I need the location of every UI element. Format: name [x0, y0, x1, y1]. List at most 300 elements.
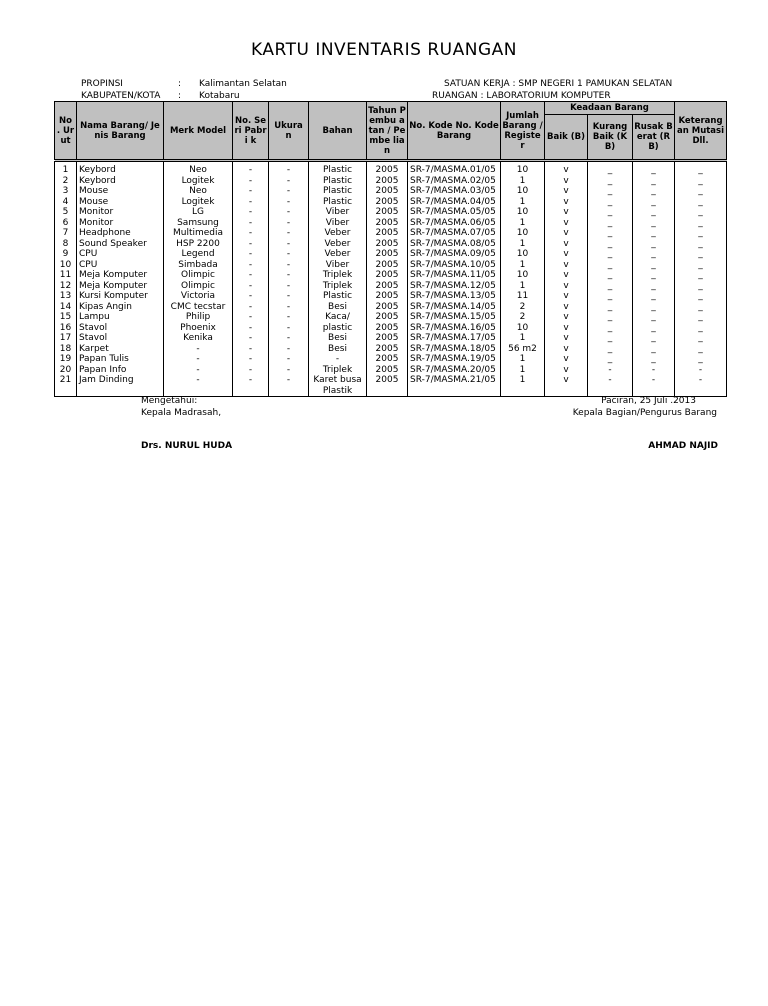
cell-kode: SR-7/MASMA.21/05 — [408, 375, 501, 386]
cell-ket: _ — [675, 291, 727, 302]
cell-seri: - — [233, 302, 269, 313]
cell-no: 17 — [55, 333, 77, 344]
cell-tahun: 2005 — [367, 186, 408, 197]
cell-rb: _ — [633, 344, 675, 355]
cell-rb: _ — [633, 197, 675, 208]
cell-merk: Neo — [164, 161, 233, 176]
cell-bahan: plastic — [309, 323, 367, 334]
cell-no: 10 — [55, 260, 77, 271]
cell-ukuran: - — [269, 281, 309, 292]
cell-rb: _ — [633, 176, 675, 187]
cell-kb: _ — [588, 281, 633, 292]
cell-tahun: 2005 — [367, 333, 408, 344]
kabupaten-colon: : — [178, 91, 182, 101]
header-keadaan-barang: Keadaan Barang — [545, 102, 675, 115]
cell-seri: - — [233, 344, 269, 355]
header-keterangan: Keterang an Mutasi Dll. — [675, 102, 727, 161]
cell-merk: Multimedia — [164, 228, 233, 239]
cell-baik: v — [545, 365, 588, 376]
cell-ket: _ — [675, 176, 727, 187]
cell-baik: v — [545, 186, 588, 197]
cell-jumlah: 1 — [501, 260, 545, 271]
cell-nama: Monitor — [77, 218, 164, 229]
cell-merk: - — [164, 375, 233, 386]
cell-bahan: Plastic — [309, 291, 367, 302]
table-row — [55, 176, 727, 187]
cell-ukuran: - — [269, 186, 309, 197]
cell-no: 9 — [55, 249, 77, 260]
cell-kb: _ — [588, 344, 633, 355]
cell-no: 4 — [55, 197, 77, 208]
cell-seri: - — [233, 197, 269, 208]
propinsi-value: Kalimantan Selatan — [199, 79, 287, 89]
cell-kb: _ — [588, 161, 633, 176]
cell-merk: Olimpic — [164, 270, 233, 281]
cell-no: 18 — [55, 344, 77, 355]
cell-rb: _ — [633, 260, 675, 271]
cell-ukuran: - — [269, 239, 309, 250]
header-tahun: Tahun Pembu atan / Pembe lian — [367, 102, 408, 161]
cell-ket: _ — [675, 197, 727, 208]
cell-kode: SR-7/MASMA.02/05 — [408, 176, 501, 187]
cell-seri: - — [233, 249, 269, 260]
cell-rb: _ — [633, 186, 675, 197]
cell-baik: v — [545, 312, 588, 323]
cell-kode: SR-7/MASMA.08/05 — [408, 239, 501, 250]
cell-jumlah: 10 — [501, 186, 545, 197]
cell-rb: _ — [633, 281, 675, 292]
cell-merk — [164, 386, 233, 397]
cell-kode: SR-7/MASMA.09/05 — [408, 249, 501, 260]
cell-jumlah: 10 — [501, 207, 545, 218]
cell-kb: _ — [588, 333, 633, 344]
cell-seri: - — [233, 281, 269, 292]
cell-rb: _ — [633, 302, 675, 313]
cell-ket: _ — [675, 333, 727, 344]
cell-kb: _ — [588, 323, 633, 334]
cell-nama: Meja Komputer — [77, 281, 164, 292]
cell-seri: - — [233, 365, 269, 376]
cell-seri: - — [233, 291, 269, 302]
cell-nama: Papan Info — [77, 365, 164, 376]
cell-kb — [588, 386, 633, 397]
cell-kode: SR-7/MASMA.18/05 — [408, 344, 501, 355]
cell-nama: Mouse — [77, 197, 164, 208]
cell-merk: - — [164, 354, 233, 365]
cell-ukuran: - — [269, 302, 309, 313]
cell-baik: v — [545, 176, 588, 187]
cell-bahan: Plastik — [309, 386, 367, 397]
cell-kode: SR-7/MASMA.16/05 — [408, 323, 501, 334]
cell-merk: CMC tecstar — [164, 302, 233, 313]
cell-no: 14 — [55, 302, 77, 313]
cell-jumlah: 10 — [501, 249, 545, 260]
cell-bahan: Kaca/ — [309, 312, 367, 323]
cell-ukuran: - — [269, 323, 309, 334]
cell-merk: Legend — [164, 249, 233, 260]
cell-kode: SR-7/MASMA.04/05 — [408, 197, 501, 208]
cell-ukuran: - — [269, 207, 309, 218]
cell-kode: SR-7/MASMA.14/05 — [408, 302, 501, 313]
cell-no: 6 — [55, 218, 77, 229]
cell-baik: v — [545, 197, 588, 208]
cell-kode: SR-7/MASMA.20/05 — [408, 365, 501, 376]
cell-baik: v — [545, 249, 588, 260]
cell-bahan: Viber — [309, 218, 367, 229]
cell-baik: v — [545, 354, 588, 365]
cell-kb: _ — [588, 176, 633, 187]
table-row — [55, 207, 727, 218]
cell-ket: _ — [675, 312, 727, 323]
table-row — [55, 239, 727, 250]
cell-kb: _ — [588, 312, 633, 323]
cell-jumlah — [501, 386, 545, 397]
cell-no: 5 — [55, 207, 77, 218]
cell-seri: - — [233, 354, 269, 365]
cell-no: 8 — [55, 239, 77, 250]
cell-ukuran: - — [269, 228, 309, 239]
cell-nama: Meja Komputer — [77, 270, 164, 281]
cell-jumlah: 1 — [501, 375, 545, 386]
kepala-bagian-label: Kepala Bagian/Pengurus Barang — [572, 408, 717, 418]
cell-baik: v — [545, 207, 588, 218]
propinsi-label: PROPINSI — [81, 79, 123, 89]
cell-jumlah: 11 — [501, 291, 545, 302]
cell-rb: _ — [633, 161, 675, 176]
cell-nama: Stavol — [77, 333, 164, 344]
header-kurang-baik: Kurang Baik (KB) — [588, 115, 633, 161]
cell-kode: SR-7/MASMA.05/05 — [408, 207, 501, 218]
inventory-table — [54, 101, 727, 397]
table-row — [55, 249, 727, 260]
cell-nama: Papan Tulis — [77, 354, 164, 365]
cell-nama: Monitor — [77, 207, 164, 218]
cell-jumlah: 1 — [501, 281, 545, 292]
cell-ukuran: - — [269, 375, 309, 386]
cell-bahan: Viber — [309, 207, 367, 218]
cell-ukuran: - — [269, 176, 309, 187]
cell-seri: - — [233, 270, 269, 281]
cell-seri: - — [233, 186, 269, 197]
cell-bahan: Plastic — [309, 176, 367, 187]
cell-bahan: - — [309, 354, 367, 365]
cell-jumlah: 10 — [501, 270, 545, 281]
cell-merk: Philip — [164, 312, 233, 323]
cell-nama: Stavol — [77, 323, 164, 334]
header-nama-barang: Nama Barang/ Jenis Barang — [77, 102, 164, 161]
table-row — [55, 302, 727, 313]
cell-bahan: Triplek — [309, 365, 367, 376]
cell-jumlah: 1 — [501, 218, 545, 229]
cell-seri: - — [233, 260, 269, 271]
cell-jumlah: 1 — [501, 176, 545, 187]
table-row — [55, 291, 727, 302]
table-row — [55, 186, 727, 197]
table-row — [55, 197, 727, 208]
cell-bahan: Plastic — [309, 161, 367, 176]
cell-jumlah: 56 m2 — [501, 344, 545, 355]
cell-tahun: 2005 — [367, 228, 408, 239]
cell-ket: _ — [675, 354, 727, 365]
cell-kb: _ — [588, 249, 633, 260]
cell-rb: _ — [633, 312, 675, 323]
cell-bahan: Viber — [309, 260, 367, 271]
cell-baik: v — [545, 291, 588, 302]
cell-bahan: Besi — [309, 333, 367, 344]
header-no: No . Ur ut — [55, 102, 77, 161]
cell-no: 1 — [55, 161, 77, 176]
cell-rb: _ — [633, 270, 675, 281]
cell-jumlah: 2 — [501, 302, 545, 313]
cell-ket: _ — [675, 239, 727, 250]
cell-rb: _ — [633, 218, 675, 229]
cell-kb: _ — [588, 302, 633, 313]
cell-tahun: 2005 — [367, 176, 408, 187]
cell-no: 19 — [55, 354, 77, 365]
cell-baik: v — [545, 344, 588, 355]
cell-ukuran: - — [269, 291, 309, 302]
table-row — [55, 218, 727, 229]
cell-ket: _ — [675, 249, 727, 260]
cell-kb: _ — [588, 218, 633, 229]
cell-merk: Victoria — [164, 291, 233, 302]
cell-ukuran: - — [269, 344, 309, 355]
cell-kb: _ — [588, 228, 633, 239]
cell-baik: v — [545, 228, 588, 239]
cell-kb: _ — [588, 354, 633, 365]
cell-baik — [545, 386, 588, 397]
cell-tahun: 2005 — [367, 344, 408, 355]
cell-no: 12 — [55, 281, 77, 292]
cell-merk: Neo — [164, 186, 233, 197]
cell-merk: LG — [164, 207, 233, 218]
table-row — [55, 386, 727, 397]
cell-rb: _ — [633, 228, 675, 239]
cell-tahun — [367, 386, 408, 397]
cell-ket: - — [675, 375, 727, 386]
cell-merk: HSP 2200 — [164, 239, 233, 250]
cell-ket: _ — [675, 218, 727, 229]
cell-jumlah: 10 — [501, 228, 545, 239]
cell-ket: _ — [675, 228, 727, 239]
cell-nama: Mouse — [77, 186, 164, 197]
cell-no: 11 — [55, 270, 77, 281]
cell-bahan: Besi — [309, 344, 367, 355]
cell-ket: _ — [675, 270, 727, 281]
table-row — [55, 333, 727, 344]
cell-no: 20 — [55, 365, 77, 376]
cell-baik: v — [545, 161, 588, 176]
cell-baik: v — [545, 323, 588, 334]
cell-baik: v — [545, 333, 588, 344]
cell-ket: _ — [675, 344, 727, 355]
cell-kode: SR-7/MASMA.11/05 — [408, 270, 501, 281]
cell-ukuran: - — [269, 333, 309, 344]
cell-kode: SR-7/MASMA.01/05 — [408, 161, 501, 176]
cell-kode: SR-7/MASMA.10/05 — [408, 260, 501, 271]
cell-kb: - — [588, 365, 633, 376]
cell-merk: Olimpic — [164, 281, 233, 292]
cell-rb — [633, 386, 675, 397]
cell-ket: _ — [675, 207, 727, 218]
cell-ket: - — [675, 365, 727, 376]
cell-rb: _ — [633, 239, 675, 250]
cell-no — [55, 386, 77, 397]
cell-no: 2 — [55, 176, 77, 187]
cell-seri: - — [233, 176, 269, 187]
cell-rb: _ — [633, 333, 675, 344]
cell-jumlah: 1 — [501, 354, 545, 365]
header-no-seri: No. Seri Pabri k — [233, 102, 269, 161]
cell-tahun: 2005 — [367, 365, 408, 376]
cell-tahun: 2005 — [367, 161, 408, 176]
cell-bahan: Veber — [309, 239, 367, 250]
cell-kb: _ — [588, 291, 633, 302]
cell-ket: _ — [675, 260, 727, 271]
header-merk: Merk Model — [164, 102, 233, 161]
cell-no: 3 — [55, 186, 77, 197]
kabupaten-value: Kotabaru — [199, 91, 240, 101]
cell-rb: _ — [633, 249, 675, 260]
cell-kode: SR-7/MASMA.19/05 — [408, 354, 501, 365]
cell-tahun: 2005 — [367, 291, 408, 302]
cell-jumlah: 10 — [501, 323, 545, 334]
cell-baik: v — [545, 281, 588, 292]
page-title: KARTU INVENTARIS RUANGAN — [251, 40, 517, 60]
cell-seri: - — [233, 239, 269, 250]
signatory-right-name: AHMAD NAJID — [648, 441, 718, 451]
cell-kb: _ — [588, 186, 633, 197]
cell-baik: v — [545, 270, 588, 281]
cell-bahan: Triplek — [309, 281, 367, 292]
cell-no: 13 — [55, 291, 77, 302]
mengetahui-label: Mengetahui: — [141, 396, 198, 406]
header-ukuran: Ukura n — [269, 102, 309, 161]
cell-seri: - — [233, 207, 269, 218]
cell-merk: - — [164, 344, 233, 355]
place-date: Paciran, 25 Juli .2013 — [601, 396, 696, 406]
table-row — [55, 344, 727, 355]
cell-kode: SR-7/MASMA.13/05 — [408, 291, 501, 302]
cell-ukuran: - — [269, 197, 309, 208]
header-baik: Baik (B) — [545, 115, 588, 161]
signatory-left-name: Drs. NURUL HUDA — [141, 441, 233, 451]
cell-kb: _ — [588, 197, 633, 208]
cell-tahun: 2005 — [367, 375, 408, 386]
cell-seri: - — [233, 333, 269, 344]
cell-kode: SR-7/MASMA.17/05 — [408, 333, 501, 344]
cell-kode: SR-7/MASMA.12/05 — [408, 281, 501, 292]
cell-seri: - — [233, 323, 269, 334]
cell-rb: _ — [633, 291, 675, 302]
cell-bahan: Triplek — [309, 270, 367, 281]
cell-nama: Headphone — [77, 228, 164, 239]
cell-ket: _ — [675, 186, 727, 197]
cell-kb: _ — [588, 260, 633, 271]
table-row — [55, 161, 727, 176]
table-row — [55, 312, 727, 323]
cell-ukuran: - — [269, 365, 309, 376]
cell-merk: - — [164, 365, 233, 376]
cell-no: 16 — [55, 323, 77, 334]
cell-ket — [675, 386, 727, 397]
cell-nama: Jam Dinding — [77, 375, 164, 386]
header-rusak-berat: Rusak Berat (RB) — [633, 115, 675, 161]
cell-baik: v — [545, 302, 588, 313]
cell-ket: _ — [675, 302, 727, 313]
cell-kb: _ — [588, 239, 633, 250]
cell-jumlah: 10 — [501, 161, 545, 176]
cell-kode — [408, 386, 501, 397]
cell-seri: - — [233, 228, 269, 239]
cell-nama: Kursi Komputer — [77, 291, 164, 302]
cell-jumlah: 2 — [501, 312, 545, 323]
cell-tahun: 2005 — [367, 302, 408, 313]
cell-baik: v — [545, 260, 588, 271]
cell-nama: CPU — [77, 260, 164, 271]
cell-jumlah: 1 — [501, 333, 545, 344]
cell-kode: SR-7/MASMA.03/05 — [408, 186, 501, 197]
cell-ukuran — [269, 386, 309, 397]
cell-no: 21 — [55, 375, 77, 386]
cell-tahun: 2005 — [367, 239, 408, 250]
cell-kb: - — [588, 375, 633, 386]
table-row — [55, 375, 727, 386]
cell-ukuran: - — [269, 161, 309, 176]
cell-seri — [233, 386, 269, 397]
cell-baik: v — [545, 239, 588, 250]
cell-nama: Keybord — [77, 161, 164, 176]
cell-ukuran: - — [269, 354, 309, 365]
table-row — [55, 270, 727, 281]
cell-no: 15 — [55, 312, 77, 323]
cell-merk: Logitek — [164, 176, 233, 187]
cell-merk: Kenika — [164, 333, 233, 344]
ruangan: RUANGAN : LABORATORIUM KOMPUTER — [432, 91, 611, 101]
table-row — [55, 260, 727, 271]
header-bahan: Bahan — [309, 102, 367, 161]
cell-tahun: 2005 — [367, 323, 408, 334]
cell-ukuran: - — [269, 260, 309, 271]
cell-kb: _ — [588, 270, 633, 281]
cell-baik: v — [545, 375, 588, 386]
cell-ukuran: - — [269, 218, 309, 229]
cell-tahun: 2005 — [367, 207, 408, 218]
cell-seri: - — [233, 375, 269, 386]
cell-rb: _ — [633, 323, 675, 334]
cell-tahun: 2005 — [367, 312, 408, 323]
kepala-madrasah-label: Kepala Madrasah, — [141, 408, 222, 418]
cell-tahun: 2005 — [367, 249, 408, 260]
header-jumlah: Jumlah Barang / Registe r — [501, 102, 545, 161]
cell-baik: v — [545, 218, 588, 229]
cell-jumlah: 1 — [501, 197, 545, 208]
cell-ukuran: - — [269, 312, 309, 323]
cell-bahan: Veber — [309, 249, 367, 260]
header-kode: No. Kode No. Kode Barang — [408, 102, 501, 161]
cell-rb: _ — [633, 354, 675, 365]
cell-bahan: Karet busa — [309, 375, 367, 386]
cell-jumlah: 1 — [501, 365, 545, 376]
cell-tahun: 2005 — [367, 270, 408, 281]
cell-ket: _ — [675, 281, 727, 292]
cell-bahan: Plastic — [309, 197, 367, 208]
cell-seri: - — [233, 312, 269, 323]
cell-seri: - — [233, 218, 269, 229]
cell-nama: Karpet — [77, 344, 164, 355]
cell-rb: - — [633, 375, 675, 386]
cell-bahan: Plastic — [309, 186, 367, 197]
